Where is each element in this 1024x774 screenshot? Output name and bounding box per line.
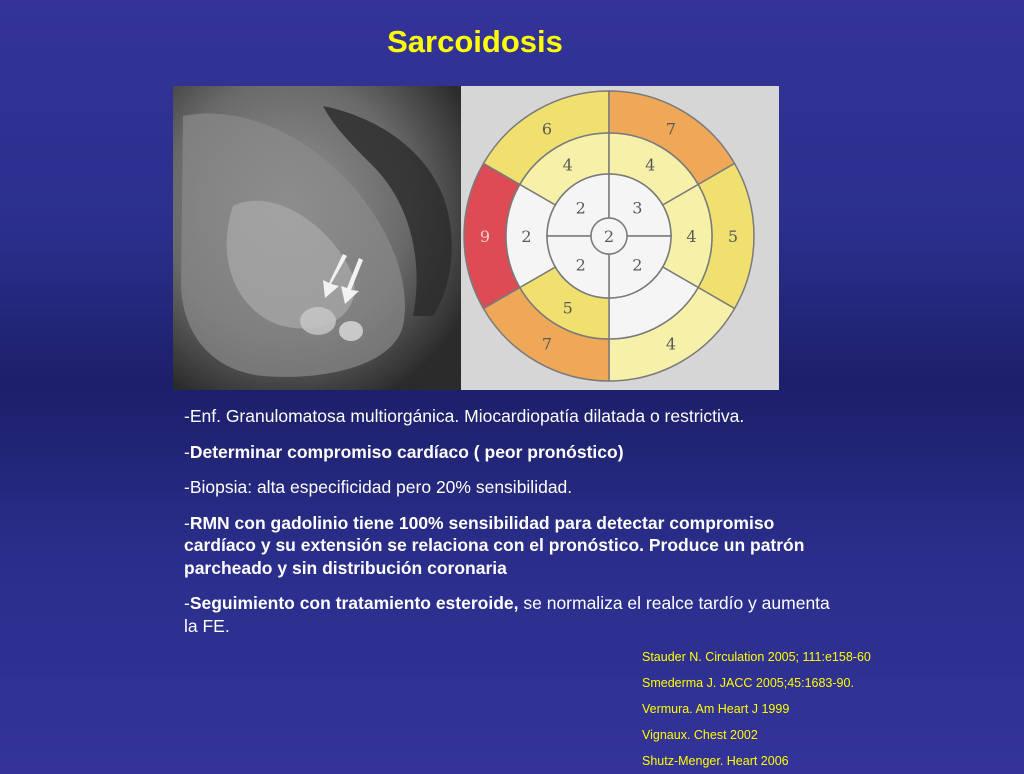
figure-panel (173, 86, 779, 390)
outer-ring-label: 5 (727, 227, 739, 246)
middle-ring-label: 4 (562, 155, 573, 175)
bullseye-panel (461, 86, 779, 390)
bullet-item: -Seguimiento con tratamiento esteroide, se normaliza el realce tardío y aumenta la FE. (184, 593, 830, 636)
middle-ring-label: 2 (521, 227, 532, 246)
slide-title: Sarcoidosis (387, 24, 563, 59)
bullet-item: -RMN con gadolinio tiene 100% sensibilidad para detectar compromiso cardíaco y su extensión se relaciona con el pronóstico. Produce un patrón parcheado y sin distribución coronaria (184, 512, 805, 578)
outer-ring-label: 7 (665, 119, 677, 139)
outer-ring-label: 7 (541, 334, 553, 354)
mri-image-graphic (173, 86, 461, 390)
mri-heart-image (173, 86, 461, 390)
middle-ring-label: 4 (686, 227, 697, 246)
outer-ring-label: 9 (479, 227, 491, 246)
reference-item: Vermura. Am Heart J 1999 (642, 702, 790, 716)
reference-item: Vignaux. Chest 2002 (642, 728, 758, 742)
inner-ring-label: 2 (632, 255, 643, 275)
outer-ring-label: 4 (665, 334, 677, 354)
middle-ring-label: 4 (645, 155, 656, 175)
inner-ring-label: 3 (632, 198, 643, 218)
outer-ring-label: 6 (541, 119, 553, 139)
middle-ring-label: 5 (562, 298, 573, 318)
reference-item: Smederma J. JACC 2005;45:1683-90. (642, 676, 854, 690)
bullet-item: -Enf. Granulomatosa multiorgánica. Miocardiopatía dilatada o restrictiva. (184, 406, 745, 426)
bullseye-plot (461, 86, 779, 390)
reference-item: Shutz-Menger. Heart 2006 (642, 754, 789, 768)
reference-item: Stauder N. Circulation 2005; 111:e158-60 (642, 650, 871, 664)
bullet-item: -Biopsia: alta especificidad pero 20% sensibilidad. (184, 477, 573, 497)
apex-label: 2 (603, 227, 615, 246)
bullet-item: -Determinar compromiso cardíaco ( peor pronóstico) (184, 441, 624, 462)
inner-ring-label: 2 (575, 255, 586, 275)
bullet-list (184, 405, 844, 650)
inner-ring-label: 2 (575, 198, 586, 218)
references-list (642, 644, 1002, 774)
